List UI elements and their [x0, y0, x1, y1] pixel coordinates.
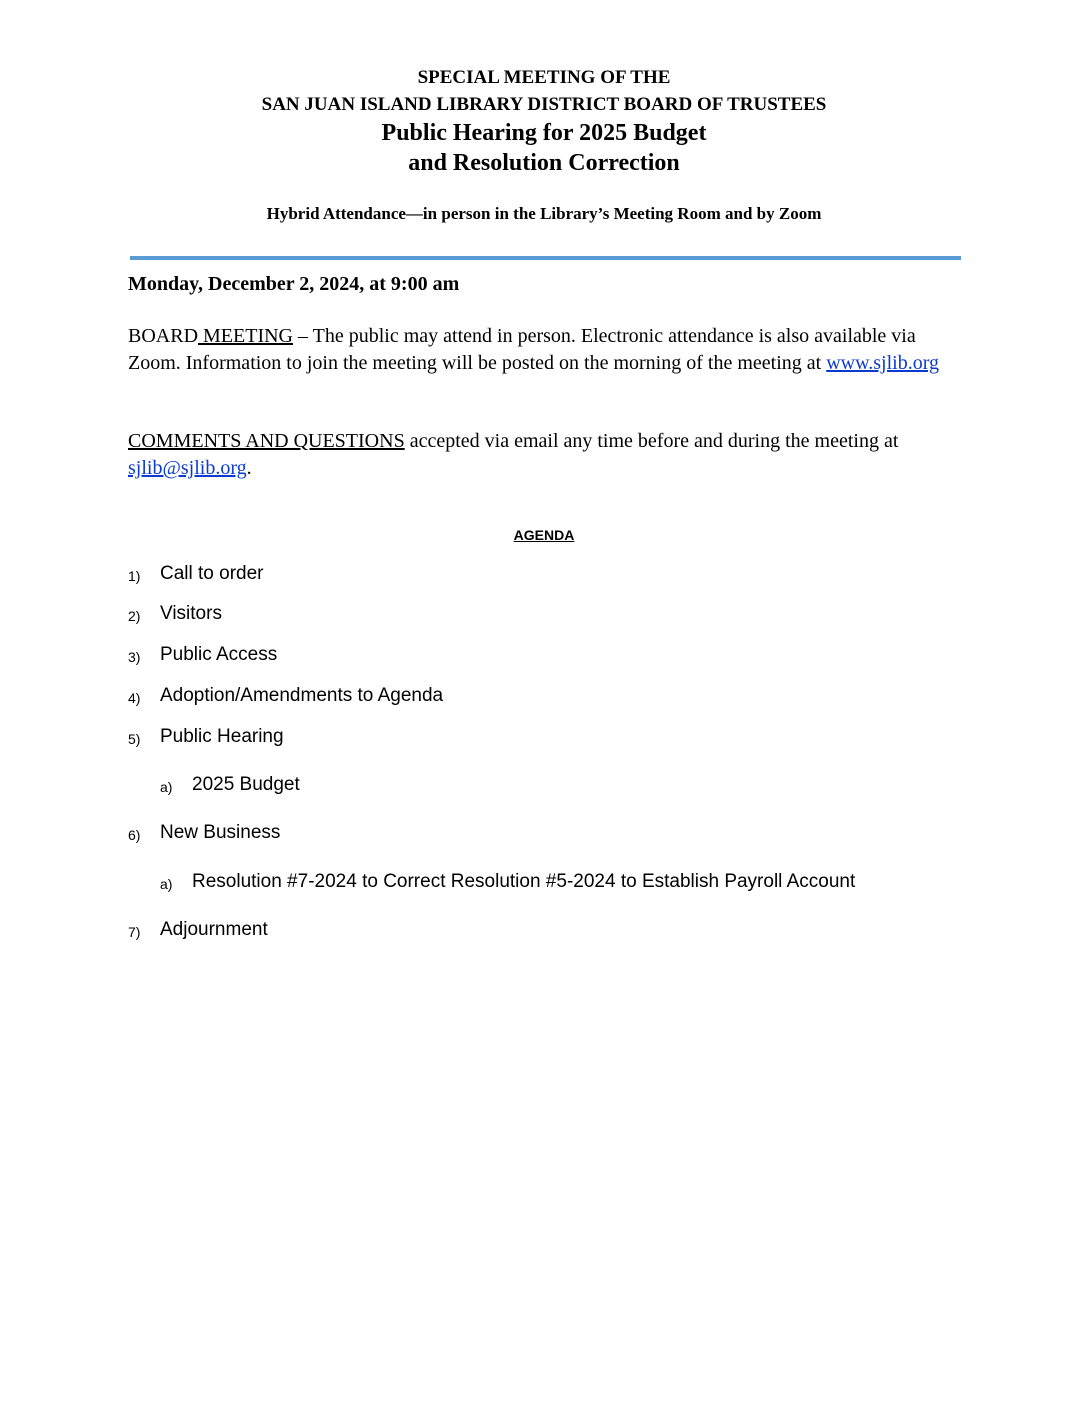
header-line-resolution: and Resolution Correction — [408, 150, 680, 176]
agenda-item-text: Visitors — [160, 603, 222, 624]
comments-tail: . — [246, 457, 252, 479]
header-divider — [130, 256, 961, 260]
meeting-date: Monday, December 2, 2024, at 9:00 am — [128, 273, 460, 295]
comments-text: accepted via email any time before and during the meeting at — [404, 430, 899, 452]
agenda-item-number: 7) — [128, 924, 141, 940]
document-header — [0, 64, 1088, 178]
agenda-item-number: 2) — [128, 608, 141, 624]
agenda-item-number: 4) — [128, 690, 141, 706]
website-link[interactable]: www.sjlib.org — [826, 352, 939, 374]
meeting-label: MEETING — [198, 325, 293, 347]
agenda-subitem-letter: a) — [160, 779, 173, 795]
board-meeting-paragraph — [128, 323, 948, 377]
agenda-item-text: New Business — [160, 822, 281, 843]
agenda-item-number: 1) — [128, 568, 141, 584]
agenda-subitem-text: Resolution #7-2024 to Correct Resolution #5-2024 to Establish Payroll Account — [192, 871, 856, 892]
agenda-item-text: Public Access — [160, 644, 278, 665]
header-line-board-name: SAN JUAN ISLAND LIBRARY DISTRICT BOARD OF TRUSTEES — [261, 94, 827, 115]
agenda-item-text: Call to order — [160, 563, 264, 584]
email-link[interactable]: sjlib@sjlib.org — [128, 457, 247, 479]
agenda-item-number: 3) — [128, 649, 141, 665]
agenda-item-text: Adjournment — [160, 919, 268, 940]
agenda-item-text: Adoption/Amendments to Agenda — [160, 685, 444, 706]
comments-paragraph — [128, 428, 948, 482]
comments-label: COMMENTS AND QUESTIONS — [128, 430, 405, 452]
agenda-item-number: 5) — [128, 731, 141, 747]
attendance-note: Hybrid Attendance—in person in the Library’s Meeting Room and by Zoom — [266, 204, 822, 223]
agenda-title: AGENDA — [513, 527, 575, 543]
board-meeting-text: – The public may attend in person. Electronic attendance is also available via Zoom. Information to join the meeting will be posted on the morning of the meeting at — [128, 325, 916, 374]
header-line-public-hearing: Public Hearing for 2025 Budget — [381, 120, 707, 146]
agenda-subitem-text: 2025 Budget — [192, 774, 300, 795]
agenda-subitem-letter: a) — [160, 876, 173, 892]
header-line-special-meeting: SPECIAL MEETING OF THE — [417, 67, 671, 88]
agenda-item-text: Public Hearing — [160, 726, 284, 747]
agenda-item-number: 6) — [128, 827, 141, 843]
board-label: BOARD — [128, 325, 199, 347]
